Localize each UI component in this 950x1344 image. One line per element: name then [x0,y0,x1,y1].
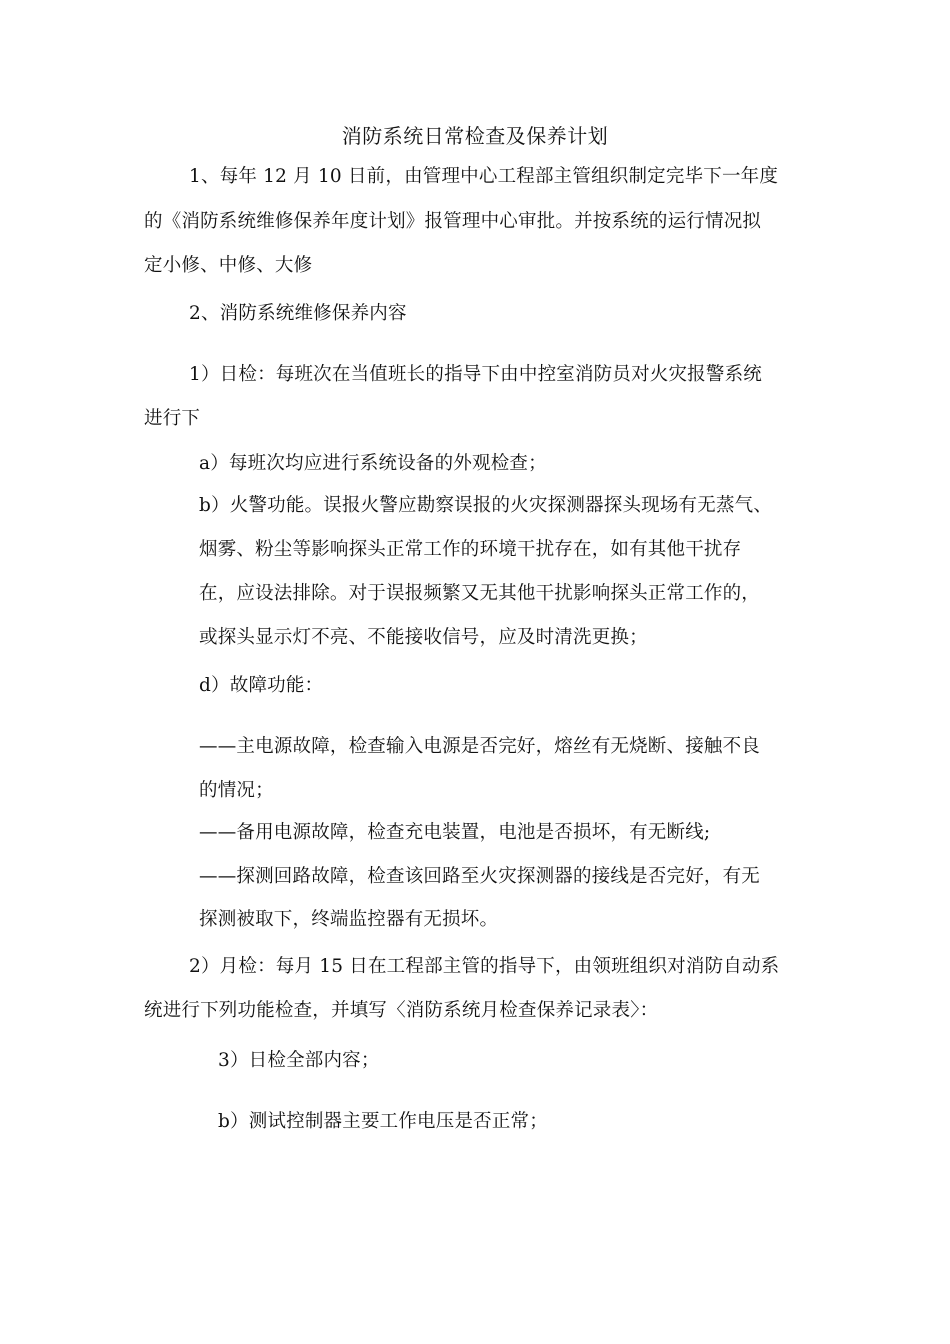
dash-item-3-line-1: ——探测回路故障，检查该回路至火灾探测器的接线是否完好，有无 [199,866,761,887]
item-b-line-1: b）火警功能。误报火警应勘察误报的火灾探测器探头现场有无蒸气、 [199,495,773,516]
paragraph-1-line-3: 定小修、中修、大修 [144,255,313,276]
dash-item-3-line-2: 探测被取下，终端监控器有无损坏。 [199,909,499,930]
paragraph-4-line-2: 统进行下列功能检查，并填写〈消防系统月检查保养记录表〉： [144,1000,659,1021]
paragraph-3-line-2: 进行下 [144,408,201,429]
item-b-line-3: 在，应设法排除。对于误报频繁又无其他干扰影响探头正常工作的， [199,583,761,604]
paragraph-4-line-1: 2）月检：每月 15 日在工程部主管的指导下，由领班组织对消防自动系 [189,956,780,977]
item-3: 3）日检全部内容； [218,1050,380,1071]
item-b-line-4: 或探头显示灯不亮、不能接收信号，应及时清洗更换； [199,627,648,648]
dash-item-1-line-2: 的情况； [199,780,274,801]
dash-item-1-line-1: ——主电源故障，检查输入电源是否完好，熔丝有无烧断、接触不良 [199,736,761,757]
dash-item-2: ——备用电源故障，检查充电装置，电池是否损坏，有无断线; [199,822,711,843]
item-b-line-2: 烟雾、粉尘等影响探头正常工作的环境干扰存在，如有其他干扰存 [199,539,742,560]
paragraph-1-line-2: 的《消防系统维修保养年度计划》报管理中心审批。并按系统的运行情况拟 [144,211,762,232]
paragraph-2: 2、消防系统维修保养内容 [189,303,407,324]
paragraph-1-line-1: 1、每年 12 月 10 日前，由管理中心工程部主管组织制定完毕下一年度 [189,166,779,187]
item-d: d）故障功能： [199,675,324,696]
item-a: a）每班次均应进行系统设备的外观检查； [199,453,547,474]
item-b-2: b）测试控制器主要工作电压是否正常； [218,1111,548,1132]
document-title: 消防系统日常检查及保养计划 [341,124,609,148]
paragraph-3-line-1: 1）日检：每班次在当值班长的指导下由中控室消防员对火灾报警系统 [189,364,762,385]
